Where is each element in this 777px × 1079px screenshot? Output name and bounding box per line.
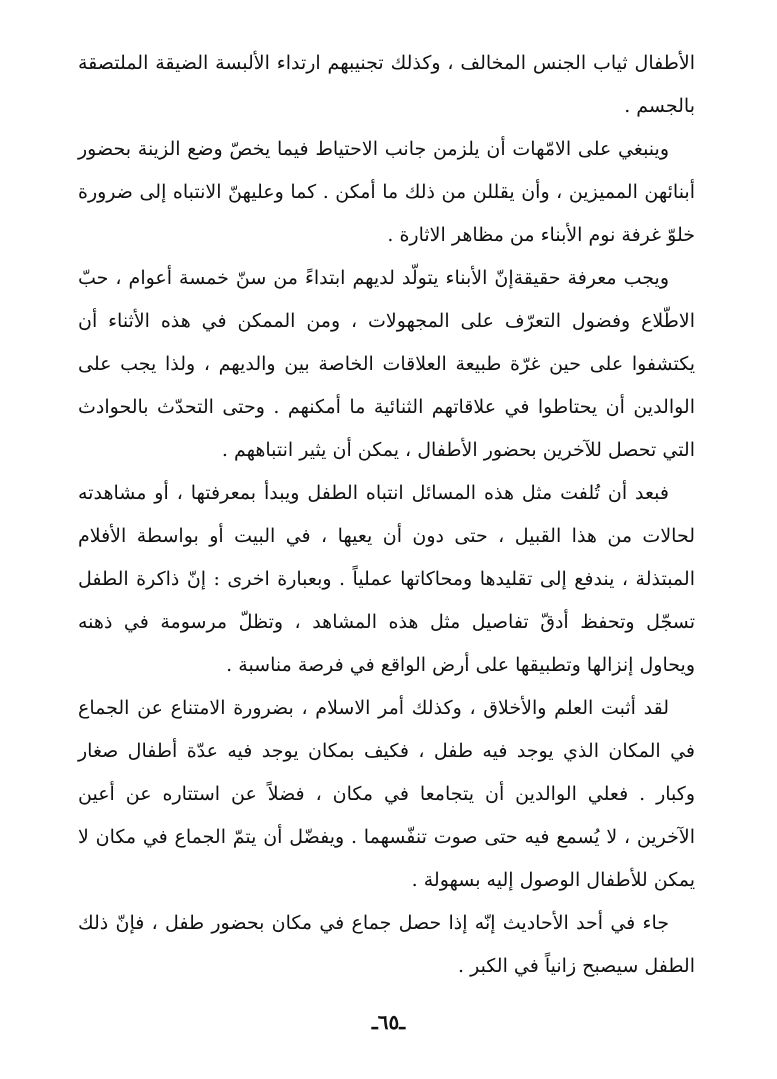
paragraph-science-ethics: لقد أثبت العلم والأخلاق ، وكذلك أمر الاسلام ، بضرورة الامتناع عن الجماع في المكان الذي يوجد فيه طفل ، فكيف بمكان يوجد فيه عدّة أطفال صغار وكبار . فعلي الوالدين أن يتجامعا في مكان ، فضلاً عن استتاره عن أعين الآخرين ، لا يُسمع فيه حتى صوت تنفّسهما . ويفضّل أن يتمّ الجماع في مكان لا يمكن للأطفال الوصول إليه بسهولة .	[78, 697, 695, 891]
paragraph-continuation: الأطفال ثياب الجنس المخالف ، وكذلك تجنيبهم ارتداء الألبسة الضيقة الملتصقة بالجسم .	[78, 52, 695, 117]
paragraph-mothers-adornment: وينبغي على الامّهات أن يلزمن جانب الاحتياط فيما يخصّ وضع الزينة بحضور أبنائهن المميزين ، وأن يقللن من ذلك ما أمكن . كما وعليهنّ الانتباه إلى ضرورة خلوّ غرفة نوم الأبناء من مظاهر الاثارة .	[78, 138, 695, 246]
page-number: ـ٦٥ـ	[371, 1010, 406, 1034]
page-body-text	[78, 42, 695, 988]
paragraph-children-curiosity: ويجب معرفة حقيقةإنّ الأبناء يتولّد لديهم ابتداءً من سنّ خمسة أعوام ، حبّ الاطّلاع وفضول التعرّف على المجهولات ، ومن الممكن في هذه الأثناء أن يكتشفوا على حين غرّة طبيعة العلاقات الخاصة بين والديهم ، ولذا يجب على الوالدين أن يحتاطوا في علاقاتهم الثنائية ما أمكنهم . وحتى التحدّث بالحوادث التي تحصل للآخرين بحضور الأطفال ، يمكن أن يثير انتباههم .	[78, 267, 695, 461]
paragraph-hadith: جاء في أحد الأحاديث إنّه إذا حصل جماع في مكان بحضور طفل ، فإنّ ذلك الطفل سيصبح زانياً في الكبر .	[78, 912, 695, 977]
paragraph-imitation: فبعد أن تُلفت مثل هذه المسائل انتباه الطفل ويبدأ بمعرفتها ، أو مشاهدته لحالات من هذا القبيل ، حتى دون أن يعيها ، في البيت أو بواسطة الأفلام المبتذلة ، يندفع إلى تقليدها ومحاكاتها عملياً . وبعبارة اخرى : إنّ ذاكرة الطفل تسجّل وتحفظ أدقّ تفاصيل مثل هذه المشاهد ، وتظلّ مرسومة في ذهنه ويحاول إنزالها وتطبيقها على أرض الواقع في فرصة مناسبة .	[78, 482, 695, 676]
